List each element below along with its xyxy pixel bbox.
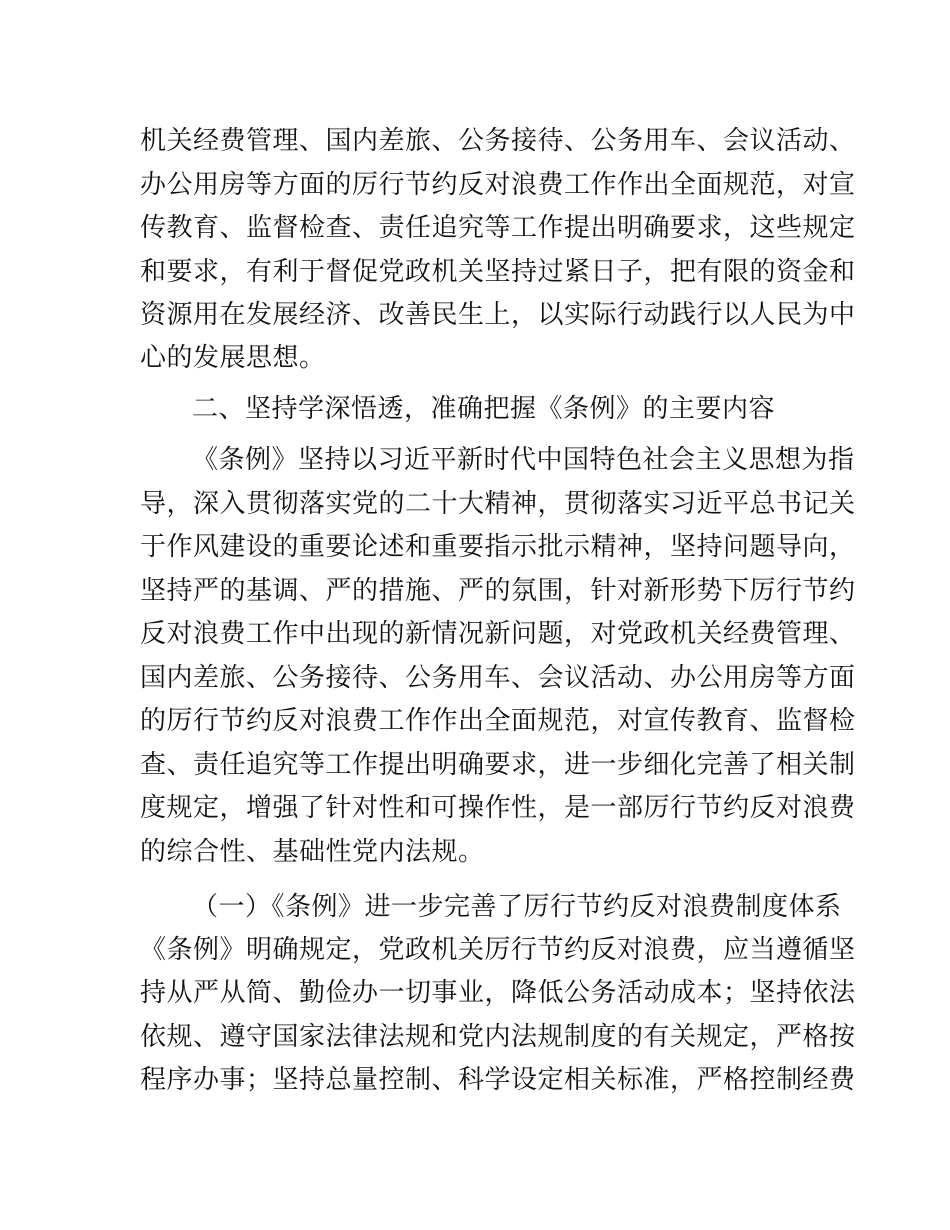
paragraph-line: 查、责任追究等工作提出明确要求，进一步细化完善了相关制 xyxy=(140,750,856,780)
paragraph-line: 资源用在发展经济、改善民生上，以实际行动践行以人民为中 xyxy=(140,300,856,330)
paragraph-line: 坚持严的基调、严的措施、严的氛围，针对新形势下厉行节约 xyxy=(140,576,856,606)
paragraph-line: 办公用房等方面的厉行节约反对浪费工作作出全面规范，对宣 xyxy=(140,170,856,200)
paragraph-line: 心的发展思想。 xyxy=(140,343,326,373)
paragraph-line: 持从严从简、勤俭办一切事业，降低公务活动成本；坚持依法 xyxy=(140,978,856,1008)
paragraph-line: 的综合性、基础性党内法规。 xyxy=(140,837,485,867)
paragraph-line: 《条例》坚持以习近平新时代中国特色社会主义思想为指 xyxy=(192,445,855,475)
paragraph-line: 机关经费管理、国内差旅、公务接待、公务用车、会议活动、 xyxy=(140,126,856,156)
section-heading: 二、坚持学深悟透，准确把握《条例》的主要内容 xyxy=(192,394,776,424)
paragraph-line: 国内差旅、公务接待、公务用车、会议活动、办公用房等方面 xyxy=(140,663,856,693)
paragraph-line: 于作风建设的重要论述和重要指示批示精神，坚持问题导向， xyxy=(140,532,856,562)
paragraph-line: 程序办事；坚持总量控制、科学设定相关标准，严格控制经费 xyxy=(140,1065,856,1095)
paragraph-line: 的厉行节约反对浪费工作作出全面规范，对宣传教育、监督检 xyxy=(140,706,856,736)
paragraph-line: 传教育、监督检查、责任追究等工作提出明确要求，这些规定 xyxy=(140,213,856,243)
paragraph-line: 度规定，增强了针对性和可操作性，是一部厉行节约反对浪费 xyxy=(140,793,856,823)
subsection-heading: （一）《条例》进一步完善了厉行节约反对浪费制度体系 xyxy=(192,892,842,922)
paragraph-line: 反对浪费工作中出现的新情况新问题，对党政机关经费管理、 xyxy=(140,619,856,649)
paragraph-line: 导，深入贯彻落实党的二十大精神，贯彻落实习近平总书记关 xyxy=(140,489,856,519)
paragraph-line: 和要求，有利于督促党政机关坚持过紧日子，把有限的资金和 xyxy=(140,257,856,287)
paragraph-line: 依规、遵守国家法律法规和党内法规制度的有关规定，严格按 xyxy=(140,1022,856,1052)
paragraph-line: 《条例》明确规定，党政机关厉行节约反对浪费，应当遵循坚 xyxy=(140,935,856,965)
